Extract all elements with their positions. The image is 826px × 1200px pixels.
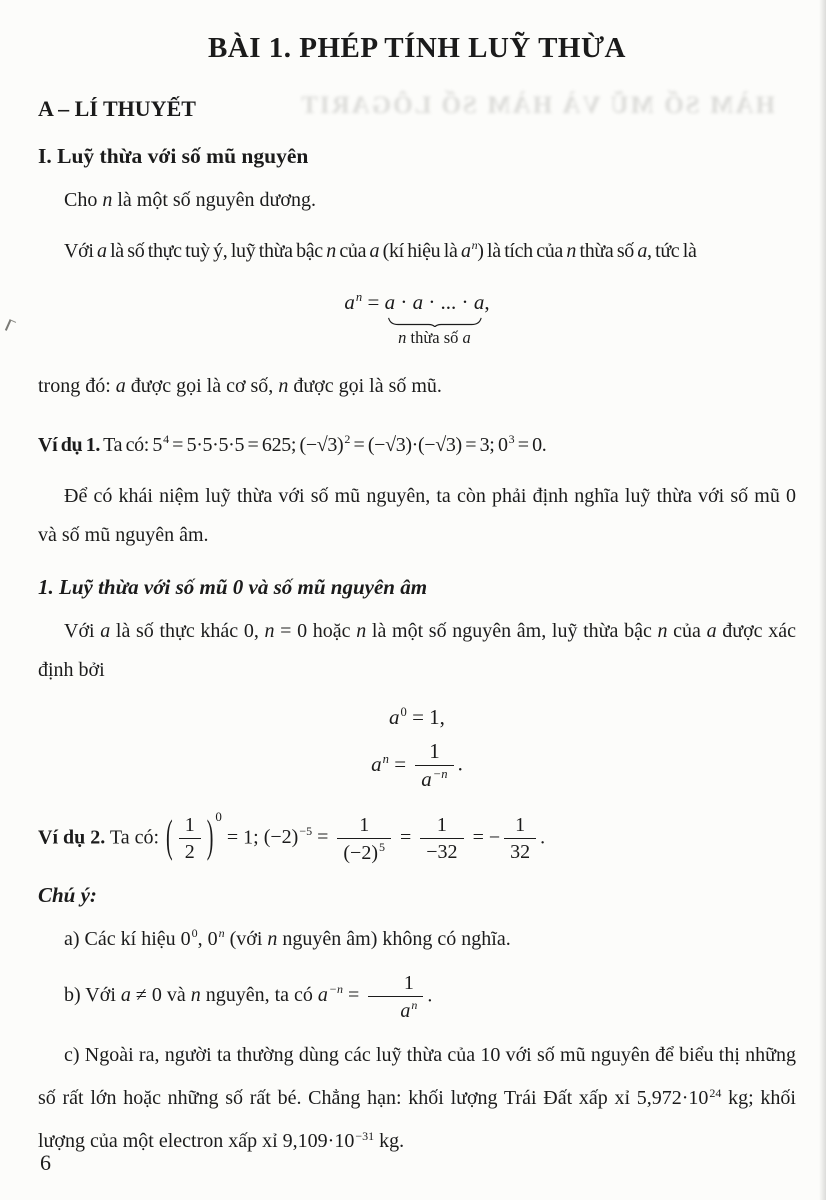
bleed-through-text: HÀM SỐ MŨ VÀ HÀM SỐ LÔGARIT xyxy=(299,92,775,119)
paragraph-zero-negative: Với a là số thực khác 0, n = 0 hoặc n là một số nguyên âm, luỹ thừa bậc n của a được xác định bởi xyxy=(38,619,796,681)
fraction-32 xyxy=(504,813,536,864)
paragraph-need-definition: Để có khái niệm luỹ thừa với số mũ nguyên, ta còn phải định nghĩa luỹ thừa với số mũ 0 và số mũ nguyên âm. xyxy=(38,484,796,546)
denominator: 32 xyxy=(510,841,531,864)
fraction-one-half xyxy=(179,813,201,864)
denominator: 2 xyxy=(184,841,195,864)
note-item-b xyxy=(38,971,796,1023)
example-1 xyxy=(38,426,796,465)
underbrace-expression: a · a · ... · a xyxy=(384,290,485,315)
example-2 xyxy=(38,809,796,865)
equals: = xyxy=(395,826,417,849)
numerator: 1 xyxy=(415,739,453,766)
formula-a-power-0: $a^0 = 1$, xyxy=(389,704,445,729)
denominator: $(-2)^5$ xyxy=(343,839,385,864)
right-paren: ) xyxy=(206,812,214,863)
note-item-b-text: b) Với a ≠ 0 và n nguyên, ta có $a^{-n}$ = xyxy=(64,982,365,1007)
fraction-neg32 xyxy=(420,813,463,864)
paragraph-intro-n: Cho n là một số nguyên dương. xyxy=(64,189,316,212)
underbrace-group xyxy=(384,289,485,348)
numerator: 1 xyxy=(337,813,391,839)
example-2-pre: Ta có: xyxy=(105,826,165,849)
period: . xyxy=(540,826,546,849)
denominator: −32 xyxy=(426,841,458,864)
note-item-c: c) Ngoài ra, người ta thường dùng các luỹ thừa của 10 với số mũ nguyên để biểu thị những số rất lớn hoặc những số rất bé. Chẳng hạn: khối lượng Trái Đất xấp xỉ $5,972\cdot 10^{24}$ kg; khối lượng của một electron xấp xỉ $9,109\cdot 10^{-31}$ kg. xyxy=(38,1044,796,1153)
subsection-1-heading: 1. Luỹ thừa với số mũ 0 và số mũ nguyên âm xyxy=(38,574,428,599)
underbrace-icon xyxy=(387,317,483,327)
fraction xyxy=(368,971,423,1023)
example-2-label: Ví dụ 2. xyxy=(38,826,106,849)
fraction-neg2-pow5 xyxy=(337,813,391,865)
numerator: 1 xyxy=(420,813,463,839)
section-i-heading: I. Luỹ thừa với số mũ nguyên xyxy=(38,144,309,169)
formula-lhs: $a^n$ = xyxy=(344,290,385,315)
numerator: 1 xyxy=(179,813,201,839)
neg-two-power: $(-2)^{-5}$ = xyxy=(263,824,334,849)
numerator: 1 xyxy=(368,971,423,997)
denominator: $a^{-n}$ xyxy=(421,767,448,792)
left-paren: ( xyxy=(166,812,173,863)
example-1-label: Ví dụ 1. xyxy=(38,433,101,456)
formula-power-product xyxy=(38,289,796,348)
print-artifact xyxy=(5,319,16,333)
lesson-title: BÀI 1. PHÉP TÍNH LUỸ THỪA xyxy=(207,32,627,64)
note-heading: Chú ý: xyxy=(38,882,97,907)
formula-period: . xyxy=(457,751,463,776)
period: . xyxy=(427,984,433,1007)
scan-edge-shadow xyxy=(819,0,826,1200)
formula-a-power-n xyxy=(38,739,796,793)
formula-comma: , xyxy=(484,290,490,315)
underbrace-label: n thừa số a xyxy=(398,328,471,348)
equals-minus: = − xyxy=(467,826,501,849)
fraction xyxy=(415,739,453,793)
page-number: 6 xyxy=(40,1150,51,1175)
denominator: $a^n$ xyxy=(400,997,418,1022)
numerator: 1 xyxy=(504,813,536,839)
paragraph-power-definition: Với a là số thực tuỳ ý, luỹ thừa bậc n của a (kí hiệu là $a^n$) là tích của n thừa số a, tức là xyxy=(64,238,697,263)
section-a-heading: A – LÍ THUYẾT xyxy=(38,96,196,122)
example-1-body: Ta có: $5^4 = 5\cdot 5\cdot 5\cdot 5 = 625$; $(-√3)^2 = (-√3)\cdot(-√3) = 3$; $0^3 = 0$. xyxy=(100,431,547,456)
paragraph-base-exponent: trong đó: a được gọi là cơ số, n được gọi là số mũ. xyxy=(38,374,442,397)
note-item-a: a) Các kí hiệu $0^0$, 0$^n$ (với n nguyên âm) không có nghĩa. xyxy=(64,925,511,950)
exponent-zero: 0 xyxy=(215,809,222,825)
formula-lhs: $a^n$ = xyxy=(371,751,412,776)
equals-one: = 1; xyxy=(221,826,264,849)
